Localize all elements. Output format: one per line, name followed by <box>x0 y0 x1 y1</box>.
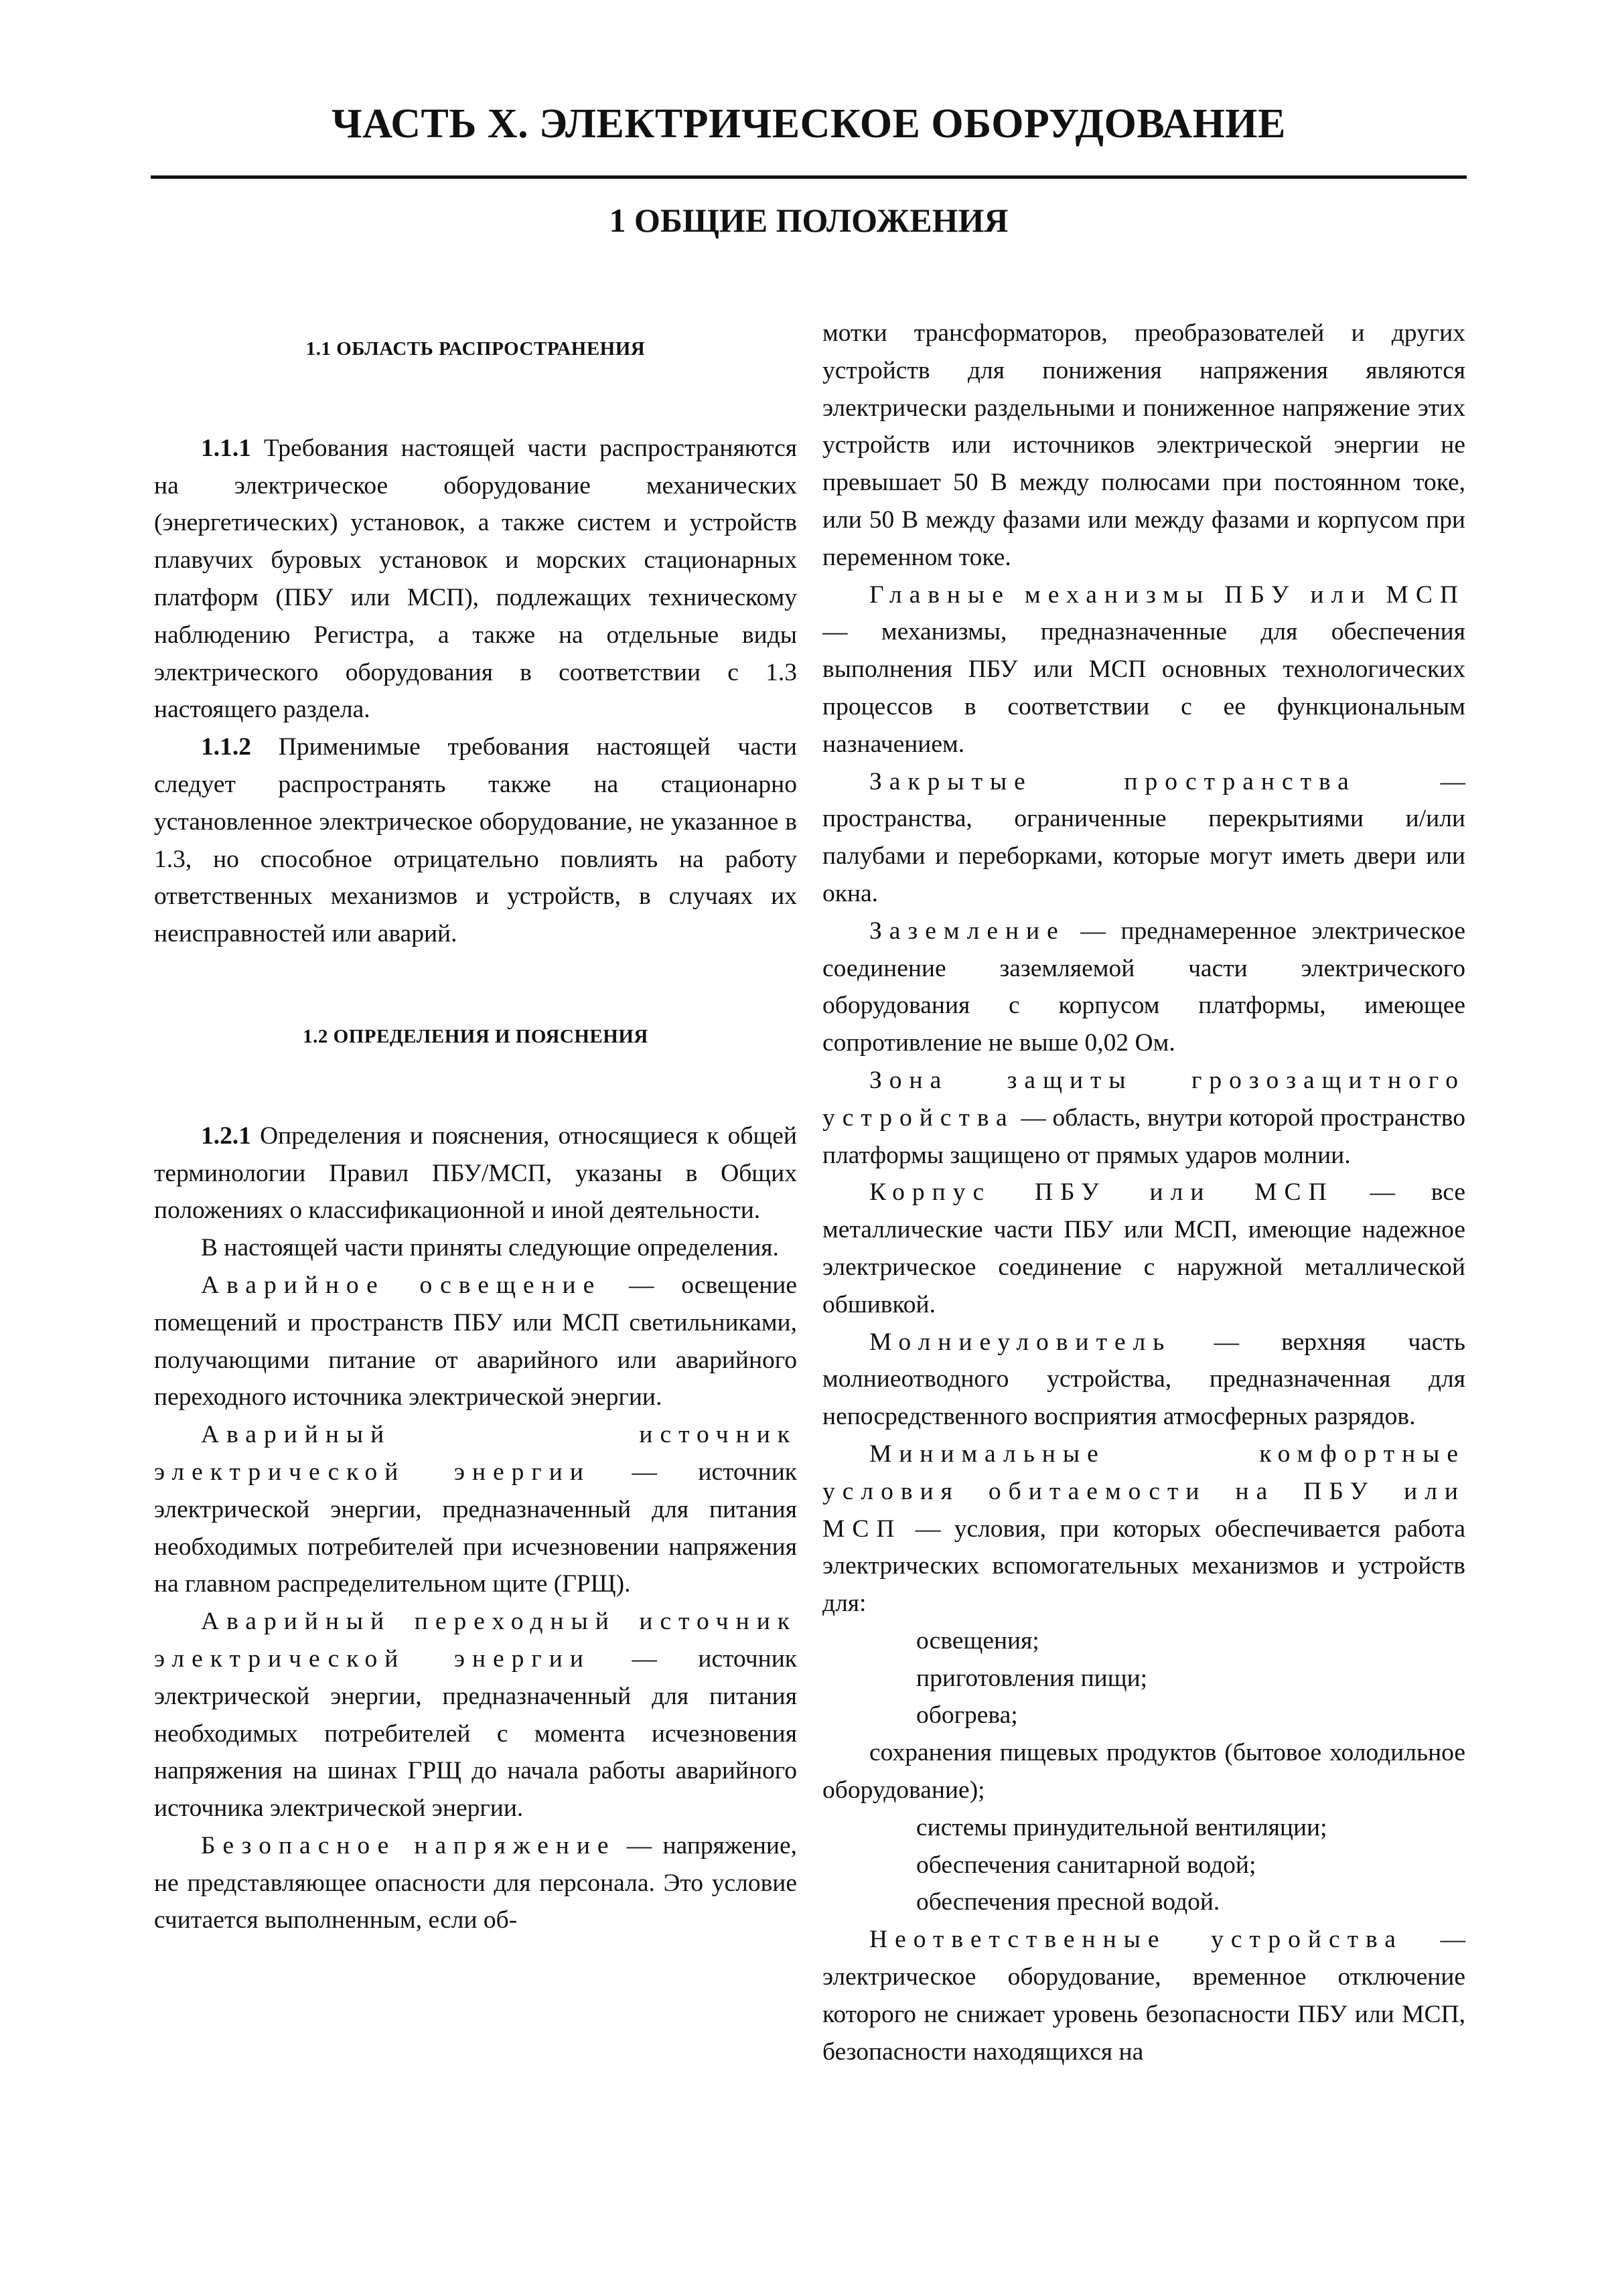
subsection-heading-1-2: 1.2 ОПРЕДЕЛЕНИЯ И ПОЯСНЕНИЯ <box>303 1025 648 1047</box>
list-item: освещения; <box>916 1626 1039 1655</box>
definition <box>822 913 1465 1062</box>
definition-text: — область, внутри которой пространство платформы защищено от прямых ударов молнии. <box>822 1103 1465 1169</box>
title-rule <box>151 175 1467 179</box>
continued-paragraph: мотки трансформаторов, преобразователей и других устройств для понижения напряжения являются электрически раздельными и пониженное напряжение этих устройств или источников электрической энергии не превышает 50 В между полюсами при постоянном токе, или 50 В между фазами или между фазами и корпусом при переменном токе. <box>822 319 1465 571</box>
definition-text: — освещение помещений и пространств ПБУ или МСП светильниками, получающими питание от аварийного или аварийного переходного источника электрической энергии. <box>154 1271 797 1411</box>
definition <box>822 1324 1465 1436</box>
definition-text: — источник электрической энергии, предназначенный для питания необходимых потребителей с момента исчезновения напряжения на шинах ГРЩ до начала работы аварийного источника электрической энергии. <box>154 1644 797 1823</box>
clause-number: 1.2.1 <box>201 1122 251 1150</box>
clause-text: Определения и пояснения, относящиеся к общей терминологии Правил ПБУ/МСП, указаны в Общих положениях о классификационной и иной деятельности. <box>154 1122 797 1225</box>
subsection-heading-1-1: 1.1 ОБЛАСТЬ РАСПРОСТРАНЕНИЯ <box>305 338 646 360</box>
definition-text: — пространства, ограниченные перекрытиями и/или палубами и переборками, которые могут иметь двери или окна. <box>822 767 1466 907</box>
definition-term: Молниеуловитель <box>869 1328 1172 1356</box>
definition-text: — все металлические части ПБУ или МСП, имеющие надежное электрическое соединение с наружной металлической обшивкой. <box>822 1178 1465 1318</box>
definition <box>822 1174 1465 1323</box>
definition-term: Безопасное напряжение <box>201 1831 616 1859</box>
definition-text: — верхняя часть молниеотводного устройства, предназначенная для непосредственного восприятия атмосферных разрядов. <box>822 1328 1465 1431</box>
definition-term: Закрытые пространства <box>869 767 1356 795</box>
left-column <box>154 315 797 1939</box>
definition <box>154 1603 797 1827</box>
definition-text: — механизмы, предназначенные для обеспечения выполнения ПБУ или МСП основных технологических процессов в соответствии с ее функциональным назначением. <box>822 618 1465 758</box>
clause-text: Применимые требования настоящей части следует распространять также на стационарно установленное электрическое оборудование, не указанное в 1.3, но способное отрицательно повлиять на работу ответственных механизмов и устройств, в случаях их неисправностей или аварий. <box>154 733 797 948</box>
clause-text: Требования настоящей части распространяются на электрическое оборудование механических (энергетических) установок, а также систем и устройств плавучих буровых установок и морских стационарных платформ (ПБУ или МСП), подлежащих техническому наблюдению Регистра, а также на отдельные виды электрического оборудования в соответствии с 1.3 настоящего раздела. <box>154 434 797 724</box>
right-column <box>822 315 1465 2070</box>
definition-term: Корпус ПБУ или МСП <box>869 1178 1334 1207</box>
list-item: системы принудительной вентиляции; <box>916 1813 1327 1841</box>
definition-term: Аварийный источник электрической энергии <box>154 1421 797 1486</box>
paragraph-1-1-2 <box>154 729 797 953</box>
section-title: 1 ОБЩИЕ ПОЛОЖЕНИЯ <box>609 202 1009 239</box>
definition-term: Минимальные комфортные условия обитаемости на ПБУ или МСП <box>822 1440 1465 1543</box>
list-item: обеспечения санитарной водой; <box>916 1851 1256 1879</box>
definition-term: Главные механизмы ПБУ или МСП <box>869 581 1465 609</box>
clause-number: 1.1.1 <box>201 434 251 462</box>
definition-text: — электрическое оборудование, временное отключение которого не снижает уровень безопасности ПБУ или МСП, безопасности находящихся на <box>822 1926 1465 2066</box>
clause-number: 1.1.2 <box>201 733 251 761</box>
list-item: приготовления пищи; <box>916 1664 1148 1692</box>
definition-text: — источник электрической энергии, предназначенный для питания необходимых потребителей при исчезновении напряжения на главном распределительном щите (ГРЩ). <box>154 1458 797 1598</box>
definition <box>822 577 1465 763</box>
list-item: обеспечения пресной водой. <box>916 1888 1220 1916</box>
definition-term: Заземление <box>869 917 1066 945</box>
definition-term: Неответственные устройства <box>869 1926 1403 1954</box>
definition-text: — преднамеренное электрическое соединение заземляемой части электрического оборудования с корпусом платформы, имеющее сопротивление не выше 0,02 Ом. <box>822 917 1465 1057</box>
paragraph-1-1-1 <box>154 430 797 729</box>
list-item: обогрева; <box>916 1701 1018 1730</box>
definitions-intro: В настоящей части приняты следующие определения. <box>201 1234 779 1262</box>
part-title: ЧАСТЬ X. ЭЛЕКТРИЧЕСКОЕ ОБОРУДОВАНИЕ <box>332 101 1286 147</box>
list-item: сохранения пищевых продуктов (бытовое холодильное оборудование); <box>822 1739 1465 1805</box>
definition <box>822 1436 1465 1622</box>
paragraph-1-2-1 <box>154 1118 797 1229</box>
definition <box>154 1416 797 1603</box>
definition <box>822 1062 1465 1174</box>
definition <box>822 1921 1465 2070</box>
definition-text: — напряжение, не представляющее опасности для персонала. Это условие считается выполненным, если об- <box>154 1831 797 1934</box>
definition-term: Аварийный переходный источник электрической энергии <box>154 1608 797 1673</box>
definition-text: — условия, при которых обеспечивается работа электрических вспомогательных механизмов и устройств для: <box>822 1515 1465 1618</box>
definition <box>154 1267 797 1416</box>
definition <box>822 763 1465 913</box>
definition-term: Аварийное освещение <box>201 1271 602 1299</box>
definition-term: Зона защиты грозозащитного устройства <box>822 1066 1465 1132</box>
definition <box>154 1827 797 1939</box>
